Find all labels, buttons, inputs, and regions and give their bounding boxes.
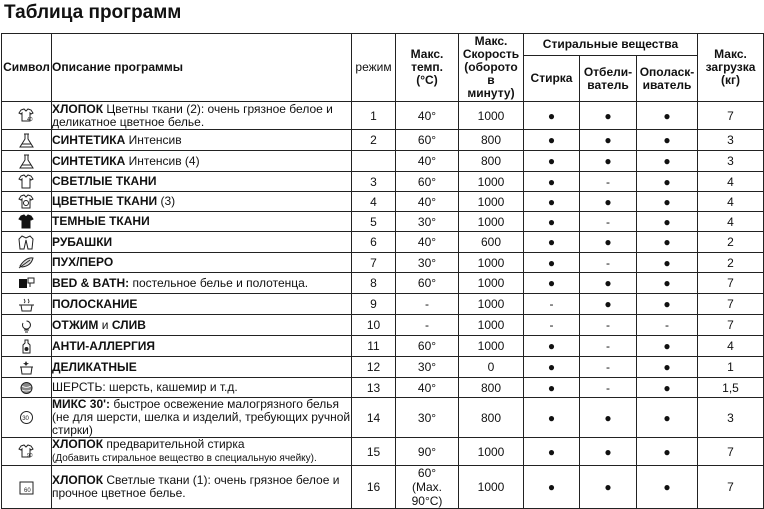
max-load: 7	[698, 315, 764, 336]
max-temperature: 40°	[396, 151, 459, 172]
table-row	[2, 357, 764, 378]
program-name: СВЕТЛЫЕ ТКАНИ	[52, 174, 157, 188]
bleach: -	[580, 253, 637, 273]
max-temperature: -	[396, 294, 459, 315]
table-row	[2, 438, 764, 466]
table-row	[2, 102, 764, 130]
max-speed: 1000	[459, 438, 524, 466]
max-load: 3	[698, 130, 764, 151]
wash-detergent: ●	[524, 253, 580, 273]
down-feather-icon	[18, 255, 35, 269]
max-speed: 0	[459, 357, 524, 378]
wash-detergent: -	[524, 315, 580, 336]
max-speed: 1000	[459, 466, 524, 509]
wash-header: Стирка	[524, 56, 580, 102]
program-mode: 2	[352, 130, 396, 151]
program-name: СИНТЕТИКА	[52, 132, 126, 147]
max-load: 7	[698, 438, 764, 466]
program-symbol	[2, 466, 52, 509]
program-symbol	[2, 212, 52, 232]
wash-detergent: ●	[524, 192, 580, 212]
bleach: ●	[580, 398, 637, 438]
wash-detergent: ●	[524, 438, 580, 466]
max-temperature: 60°	[396, 336, 459, 357]
mix-30-icon	[18, 410, 35, 424]
max-temperature: 60° (Max. 90°C)	[396, 466, 459, 509]
softener: ●	[637, 398, 698, 438]
wash-detergent: ●	[524, 336, 580, 357]
program-description	[52, 357, 352, 378]
program-mode	[352, 151, 396, 172]
max-temperature: 30°	[396, 357, 459, 378]
max-load: 2	[698, 253, 764, 273]
bleach: ●	[580, 102, 637, 130]
program-symbol	[2, 378, 52, 398]
program-symbol	[2, 294, 52, 315]
softener: ●	[637, 466, 698, 509]
program-symbol	[2, 102, 52, 130]
program-mode: 4	[352, 192, 396, 212]
program-mode: 11	[352, 336, 396, 357]
program-name: ТЕМНЫЕ ТКАНИ	[52, 214, 150, 228]
bleach: -	[580, 212, 637, 232]
max-load: 7	[698, 102, 764, 130]
wash-detergent: ●	[524, 398, 580, 438]
program-symbol	[2, 398, 52, 438]
program-details: ШЕРСТЬ: шерсть, кашемир и т.д.	[52, 380, 238, 394]
description-header: Описание программы	[52, 34, 352, 102]
max-speed: 1000	[459, 102, 524, 130]
program-symbol	[2, 172, 52, 192]
program-name: ПОЛОСКАНИЕ	[52, 296, 138, 311]
program-symbol	[2, 357, 52, 378]
bleach: -	[580, 378, 637, 398]
program-mode: 12	[352, 357, 396, 378]
program-mode: 9	[352, 294, 396, 315]
program-mode: 16	[352, 466, 396, 509]
wash-detergent: ●	[524, 378, 580, 398]
table-row	[2, 151, 764, 172]
table-row	[2, 398, 764, 438]
cotton-40-icon	[18, 108, 35, 122]
bleach: -	[580, 172, 637, 192]
mode-header: режим	[352, 34, 396, 102]
program-name: BED & BATH:	[52, 275, 130, 290]
program-description	[52, 192, 352, 212]
max-speed: 800	[459, 398, 524, 438]
program-symbol	[2, 192, 52, 212]
program-mode: 14	[352, 398, 396, 438]
program-details: (3)	[157, 194, 176, 208]
softener: ●	[637, 357, 698, 378]
table-row	[2, 192, 764, 212]
table-row	[2, 253, 764, 273]
max-load: 4	[698, 172, 764, 192]
softener: -	[637, 315, 698, 336]
softener-header: Ополаск- иватель	[637, 56, 698, 102]
program-mode: 13	[352, 378, 396, 398]
max-temp-header: Макс. темп. (°С)	[396, 34, 459, 102]
max-temperature: 30°	[396, 253, 459, 273]
wash-detergent: -	[524, 294, 580, 315]
table-row	[2, 294, 764, 315]
softener: ●	[637, 130, 698, 151]
spin-drain-icon	[18, 317, 35, 331]
softener: ●	[637, 172, 698, 192]
max-load: 1	[698, 357, 764, 378]
max-temperature: 30°	[396, 398, 459, 438]
program-details: и	[98, 317, 112, 332]
synthetics-flask-icon	[18, 132, 35, 146]
table-row	[2, 212, 764, 232]
program-description	[52, 273, 352, 294]
max-temperature: 90°	[396, 438, 459, 466]
program-mode: 6	[352, 232, 396, 253]
program-name: МИКС 30':	[52, 397, 110, 411]
softener: ●	[637, 212, 698, 232]
program-description	[52, 398, 352, 438]
program-symbol	[2, 151, 52, 172]
wash-detergent: ●	[524, 102, 580, 130]
wash-detergent: ●	[524, 172, 580, 192]
program-description	[52, 466, 352, 509]
bleach: -	[580, 357, 637, 378]
softener: ●	[637, 151, 698, 172]
max-speed: 800	[459, 130, 524, 151]
wool-icon	[18, 380, 35, 394]
program-note: (Добавить стиральное вещество в специальную ячейку).	[52, 453, 317, 464]
wash-detergent: ●	[524, 357, 580, 378]
bleach: -	[580, 315, 637, 336]
program-description	[52, 130, 352, 151]
wash-detergent: ●	[524, 232, 580, 253]
programs-table	[1, 33, 764, 509]
table-row	[2, 336, 764, 357]
max-temperature: 40°	[396, 378, 459, 398]
table-row	[2, 273, 764, 294]
max-load: 3	[698, 151, 764, 172]
svg-text:30: 30	[22, 416, 29, 423]
program-symbol	[2, 130, 52, 151]
max-speed: 1000	[459, 315, 524, 336]
program-symbol	[2, 253, 52, 273]
svg-text:40: 40	[27, 117, 33, 124]
program-description	[52, 172, 352, 192]
program-name: ПУХ/ПЕРО	[52, 255, 114, 269]
program-name: СИНТЕТИКА	[52, 153, 126, 168]
softener: ●	[637, 294, 698, 315]
program-description	[52, 102, 352, 130]
white-shirt-icon	[18, 174, 35, 188]
bed-bath-icon	[18, 275, 35, 289]
softener: ●	[637, 192, 698, 212]
program-description	[52, 378, 352, 398]
max-load: 4	[698, 212, 764, 232]
program-name: АНТИ-АЛЛЕРГИЯ	[52, 338, 155, 353]
max-temperature: 40°	[396, 232, 459, 253]
bleach: -	[580, 336, 637, 357]
program-details: предварительной стирка	[103, 437, 245, 451]
program-description	[52, 212, 352, 232]
program-mode: 7	[352, 253, 396, 273]
program-details: быстрое освежение малогрязного белья (не для шерсти, шелка и изделий, требующих ручной стирки)	[52, 397, 351, 437]
svg-text:90: 90	[27, 453, 33, 460]
program-description	[52, 151, 352, 172]
program-details: Цветны ткани (2): очень грязное белое и деликатное цветное белье.	[52, 101, 333, 129]
program-details: Интенсив (4)	[125, 153, 200, 168]
program-name: СЛИВ	[111, 317, 146, 332]
program-details: Интенсив	[125, 132, 182, 147]
program-symbol	[2, 315, 52, 336]
max-temperature: 30°	[396, 212, 459, 232]
max-speed: 800	[459, 378, 524, 398]
max-load: 1,5	[698, 378, 764, 398]
max-speed: 1000	[459, 253, 524, 273]
max-speed: 1000	[459, 172, 524, 192]
program-description	[52, 232, 352, 253]
program-mode: 3	[352, 172, 396, 192]
table-row	[2, 466, 764, 509]
softener: ●	[637, 438, 698, 466]
wash-detergent: ●	[524, 273, 580, 294]
max-load-header: Макс. загрузка (кг)	[698, 34, 764, 102]
max-speed: 600	[459, 232, 524, 253]
shirt-icon	[18, 234, 35, 248]
delicates-icon	[18, 359, 35, 373]
svg-text:60: 60	[24, 487, 31, 494]
program-symbol	[2, 273, 52, 294]
program-description	[52, 294, 352, 315]
program-name: ХЛОПОК	[52, 101, 104, 116]
synthetics-flask-icon	[18, 153, 35, 167]
bleach-header: Отбели- ватель	[580, 56, 637, 102]
program-details: Светлые ткани (1): очень грязное белое и прочное цветное белье.	[52, 473, 340, 500]
program-description	[52, 315, 352, 336]
max-speed: 1000	[459, 212, 524, 232]
max-load: 4	[698, 336, 764, 357]
softener: ●	[637, 102, 698, 130]
max-temperature: -	[396, 315, 459, 336]
program-symbol	[2, 232, 52, 253]
max-speed: 1000	[459, 192, 524, 212]
program-mode: 1	[352, 102, 396, 130]
program-name: ЦВЕТНЫЕ ТКАНИ	[52, 194, 158, 208]
table-row	[2, 172, 764, 192]
wash-detergent: ●	[524, 151, 580, 172]
max-load: 4	[698, 192, 764, 212]
colored-shirt-icon	[18, 194, 35, 208]
max-load: 7	[698, 466, 764, 509]
program-symbol	[2, 438, 52, 466]
symbol-header: Символ	[2, 34, 52, 102]
cotton-prewash-icon	[18, 444, 35, 458]
max-speed: 1000	[459, 273, 524, 294]
program-name: ХЛОПОК	[52, 473, 104, 487]
detergents-header: Стиральные вещества	[524, 34, 698, 56]
max-temperature: 60°	[396, 172, 459, 192]
table-row	[2, 378, 764, 398]
softener: ●	[637, 253, 698, 273]
program-mode: 5	[352, 212, 396, 232]
bleach: ●	[580, 232, 637, 253]
max-temperature: 60°	[396, 130, 459, 151]
max-speed: 800	[459, 151, 524, 172]
max-speed-header: Макс. Скорость (оборото в минуту)	[459, 34, 524, 102]
wash-detergent: ●	[524, 212, 580, 232]
bleach: ●	[580, 466, 637, 509]
max-speed: 1000	[459, 336, 524, 357]
cotton-60-icon	[18, 479, 35, 493]
program-symbol	[2, 336, 52, 357]
softener: ●	[637, 336, 698, 357]
max-speed: 1000	[459, 294, 524, 315]
max-load: 2	[698, 232, 764, 253]
softener: ●	[637, 232, 698, 253]
max-temperature: 40°	[396, 102, 459, 130]
rinse-icon	[18, 296, 35, 310]
program-name: ХЛОПОК	[52, 437, 104, 451]
program-mode: 15	[352, 438, 396, 466]
table-row	[2, 130, 764, 151]
dark-shirt-icon	[18, 214, 35, 228]
max-load: 7	[698, 273, 764, 294]
wash-detergent: ●	[524, 130, 580, 151]
wash-detergent: ●	[524, 466, 580, 509]
bleach: ●	[580, 192, 637, 212]
page-title: Таблица программ	[4, 2, 182, 23]
max-temperature: 40°	[396, 192, 459, 212]
bleach: ●	[580, 294, 637, 315]
table-row	[2, 232, 764, 253]
bleach: ●	[580, 438, 637, 466]
program-mode: 8	[352, 273, 396, 294]
max-temperature: 60°	[396, 273, 459, 294]
table-row	[2, 315, 764, 336]
program-mode: 10	[352, 315, 396, 336]
program-details: постельное белье и полотенца.	[129, 275, 309, 290]
bleach: ●	[580, 130, 637, 151]
bleach: ●	[580, 273, 637, 294]
softener: ●	[637, 378, 698, 398]
program-name: РУБАШКИ	[52, 234, 113, 249]
softener: ●	[637, 273, 698, 294]
program-description	[52, 336, 352, 357]
program-name: ОТЖИМ	[52, 317, 99, 332]
program-name: ДЕЛИКАТНЫЕ	[52, 359, 137, 374]
bleach: ●	[580, 151, 637, 172]
max-load: 3	[698, 398, 764, 438]
program-description	[52, 438, 352, 466]
program-description	[52, 253, 352, 273]
anti-allergy-icon	[18, 338, 35, 352]
max-load: 7	[698, 294, 764, 315]
